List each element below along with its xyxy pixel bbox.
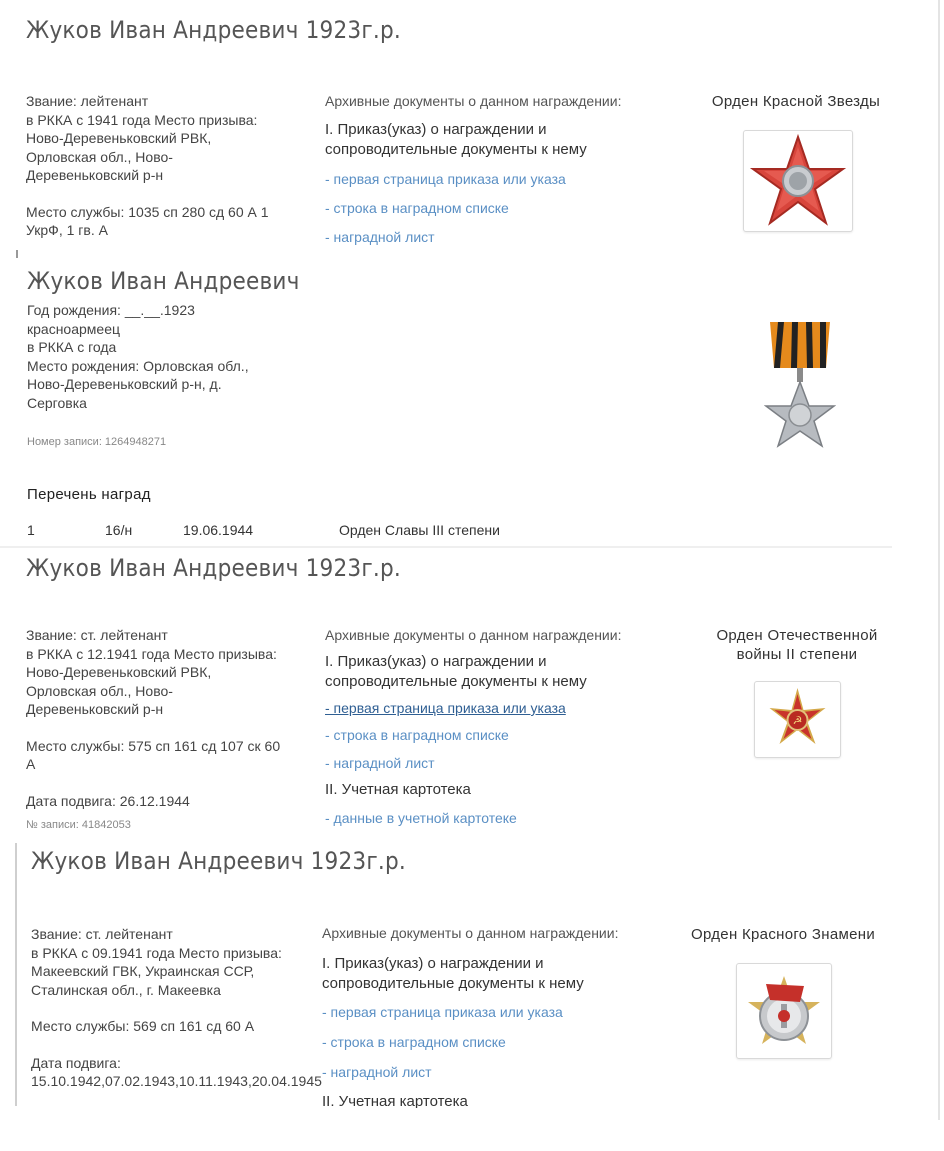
- docs-label: Архивные документы о данном награждении:: [322, 925, 619, 941]
- award-image-frame[interactable]: [736, 963, 832, 1059]
- award-row-order: 16/н: [105, 522, 133, 538]
- rank: Звание: лейтенант: [26, 93, 149, 109]
- award-row-date: 19.06.1944: [183, 522, 254, 538]
- service-place: Место службы: 569 сп 161 сд 60 А: [31, 1018, 255, 1034]
- link-card-index-data[interactable]: - данные в учетной картотеке: [325, 810, 517, 826]
- patriotic-war-order-icon: [755, 682, 840, 757]
- link-award-sheet[interactable]: - наградной лист: [325, 755, 435, 771]
- award-name: Орден Красного Знамени: [690, 926, 875, 943]
- link-first-page[interactable]: - первая страница приказа или указа: [325, 700, 566, 716]
- rkka-since: в РККА с 1941 года Место призыва:: [26, 111, 258, 128]
- red-star-medal-icon: [744, 131, 852, 231]
- record-number: № записи: 41842053: [26, 819, 131, 831]
- divider: [0, 546, 892, 548]
- award-name-line: войны II степени: [736, 646, 858, 663]
- service-place: Место службы: 1035 сп 280 сд 60 А 1: [26, 203, 269, 220]
- link-award-list-row[interactable]: - строка в наградном списке: [325, 727, 509, 743]
- conscription-place: Сталинская обл., г. Макеевка: [31, 981, 221, 998]
- award-name: [700, 626, 894, 664]
- conscription-place: Макеевский ГВК, Украинская ССР,: [31, 963, 255, 979]
- conscription-place: Орловская обл., Ново-: [26, 682, 173, 699]
- card4-left-border: [15, 843, 17, 1106]
- card-index-heading: II. Учетная картотека: [322, 1093, 468, 1108]
- docs-label: Архивные документы о данном награждении:: [325, 627, 622, 643]
- left-marker: [16, 250, 18, 258]
- conscription-place: Ново-Деревеньковский РВК,: [26, 130, 212, 146]
- birth-place: Место рождения: Орловская обл.,: [27, 357, 249, 374]
- red-banner-order-icon: [737, 964, 831, 1058]
- birth-year: Год рождения: __.__.1923: [27, 302, 195, 318]
- card2-info: [27, 301, 312, 412]
- rkka-since: в РККА с года: [27, 339, 117, 355]
- order-heading-line: сопроводительные документы к нему: [325, 141, 587, 158]
- card4-title[interactable]: Жуков Иван Андреевич 1923г.р.: [31, 847, 406, 875]
- link-first-page[interactable]: - первая страница приказа или указа: [322, 1004, 563, 1020]
- service-place: Место службы: 575 сп 161 сд 107 ск 60: [26, 737, 281, 754]
- award-image-frame[interactable]: [743, 130, 853, 232]
- rank: Звание: ст. лейтенант: [31, 926, 173, 942]
- order-heading: [325, 120, 587, 160]
- card1-info: [26, 92, 311, 240]
- card4-info: [31, 925, 331, 1091]
- card2-title[interactable]: Жуков Иван Андреевич: [27, 267, 300, 295]
- birth-place: Ново-Деревеньковский р-н, д.: [27, 376, 222, 392]
- card1-title[interactable]: Жуков Иван Андреевич 1923г.р.: [26, 16, 401, 44]
- rkka-since: в РККА с 09.1941 года Место призыва:: [31, 944, 282, 961]
- order-heading-line: сопроводительные документы к нему: [322, 975, 584, 992]
- order-heading-line: I. Приказ(указ) о награждении и: [322, 955, 544, 972]
- link-first-page[interactable]: - первая страница приказа или указа: [325, 171, 566, 187]
- conscription-place: Деревеньковский р-н: [26, 167, 164, 183]
- feat-date: Дата подвига: 26.12.1944: [26, 792, 190, 809]
- link-award-list-row[interactable]: - строка в наградном списке: [322, 1034, 506, 1050]
- order-heading: [322, 954, 584, 994]
- award-name-line: Орден Отечественной: [716, 627, 878, 644]
- service-place: А: [26, 756, 36, 772]
- link-award-list-row[interactable]: - строка в наградном списке: [325, 200, 509, 216]
- link-award-sheet[interactable]: - наградной лист: [322, 1064, 432, 1080]
- birth-place: Серговка: [27, 394, 87, 411]
- card3-title[interactable]: Жуков Иван Андреевич 1923г.р.: [26, 554, 401, 582]
- order-heading-line: сопроводительные документы к нему: [325, 673, 587, 690]
- card-index-heading: II. Учетная картотека: [325, 781, 471, 798]
- svg-text:☭: ☭: [792, 714, 803, 727]
- conscription-place: Деревеньковский р-н: [26, 701, 164, 717]
- record-number: Номер записи: 1264948271: [27, 436, 167, 448]
- order-heading-line: I. Приказ(указ) о награждении и: [325, 653, 547, 670]
- rank: красноармеец: [27, 320, 121, 337]
- order-of-glory-icon: [764, 318, 836, 453]
- feat-date-label: Дата подвига:: [31, 1054, 121, 1071]
- rank: Звание: ст. лейтенант: [26, 627, 168, 643]
- glory-order-image[interactable]: [764, 318, 836, 453]
- order-heading-line: I. Приказ(указ) о награждении и: [325, 121, 547, 138]
- award-row-name: Орден Славы III степени: [339, 522, 500, 538]
- award-row[interactable]: [27, 522, 627, 542]
- rkka-since: в РККА с 12.1941 года Место призыва:: [26, 645, 277, 662]
- award-row-number: 1: [27, 522, 35, 538]
- order-heading: [325, 652, 587, 692]
- conscription-place: Орловская обл., Ново-: [26, 148, 173, 165]
- right-border-line: [938, 0, 940, 1120]
- service-place: УкрФ, 1 гв. А: [26, 222, 108, 238]
- card-index-clip: [322, 1092, 572, 1108]
- awards-list-header: Перечень наград: [27, 486, 151, 503]
- card3-info: [26, 626, 311, 810]
- feat-dates: 15.10.1942,07.02.1943,10.11.1943,20.04.1945: [31, 1073, 322, 1089]
- docs-label: Архивные документы о данном награждении:: [325, 93, 622, 109]
- award-name: Орден Красной Звезды: [711, 93, 881, 110]
- link-award-sheet[interactable]: - наградной лист: [325, 229, 435, 245]
- award-image-frame[interactable]: [754, 681, 841, 758]
- conscription-place: Ново-Деревеньковский РВК,: [26, 664, 212, 680]
